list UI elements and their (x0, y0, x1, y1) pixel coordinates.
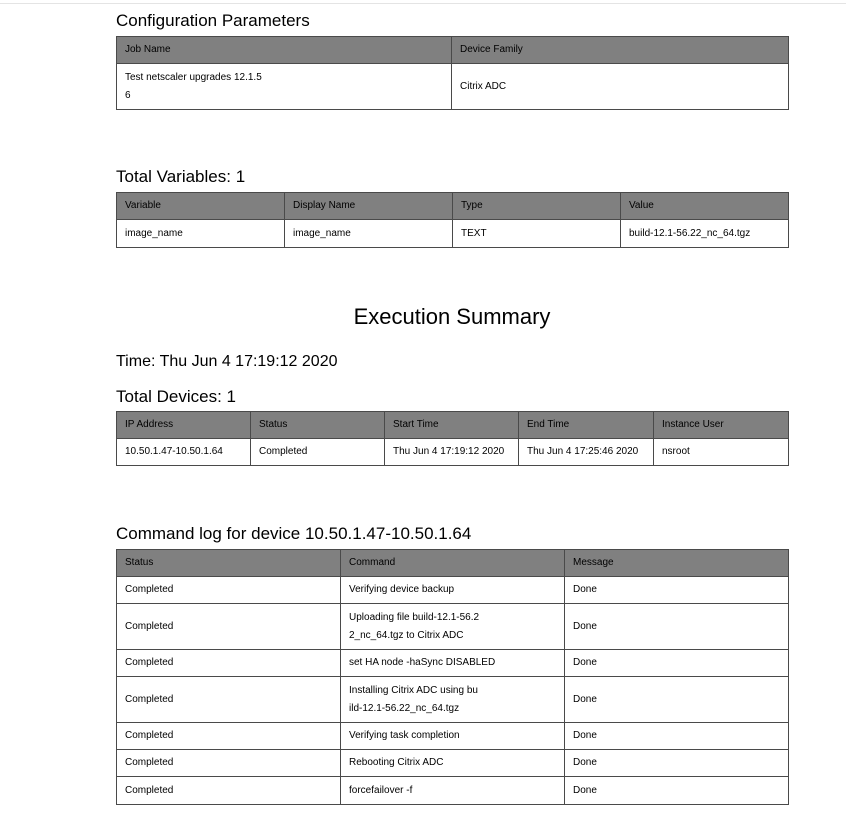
config-header-row (117, 37, 789, 64)
command-cell (341, 650, 565, 677)
variables-heading: Total Variables: 1 (116, 167, 246, 186)
command-line1: Rebooting Citrix ADC (349, 757, 444, 768)
command-log-heading: Command log for device 10.50.1.47-10.50.1.64 (116, 524, 472, 543)
table-row (117, 677, 789, 723)
col-header-status: Status (117, 550, 341, 577)
command-line1: Verifying device backup (349, 584, 455, 595)
start-time-cell: Thu Jun 4 17:19:12 2020 (385, 439, 519, 466)
status-cell: Completed (117, 604, 341, 650)
status-cell: Completed (117, 577, 341, 604)
table-row (117, 723, 789, 750)
devices-header-row (117, 412, 789, 439)
command-cell (341, 723, 565, 750)
col-header-command: Command (341, 550, 565, 577)
col-header-job-name: Job Name (117, 37, 452, 64)
col-header-status: Status (251, 412, 385, 439)
table-row (117, 577, 789, 604)
top-divider (0, 3, 846, 4)
status-cell: Completed (117, 723, 341, 750)
status-cell: Completed (117, 677, 341, 723)
command-line1: Verifying task completion (349, 730, 460, 741)
variable-cell: image_name (117, 220, 285, 248)
command-cell (341, 577, 565, 604)
job-name-line2: 6 (125, 89, 131, 101)
display-name-cell: image_name (285, 220, 453, 248)
devices-table (116, 411, 789, 466)
end-time-cell: Thu Jun 4 17:25:46 2020 (519, 439, 654, 466)
col-header-ip-address: IP Address (117, 412, 251, 439)
device-family-cell: Citrix ADC (452, 64, 789, 110)
job-name-cell (117, 64, 452, 110)
table-row (117, 220, 789, 248)
status-cell: Completed (251, 439, 385, 466)
config-table (116, 36, 789, 110)
command-log-header-row (117, 550, 789, 577)
job-name-line1: Test netscaler upgrades 12.1.5 (125, 71, 262, 83)
execution-summary-title: Execution Summary (353, 304, 551, 329)
message-cell: Done (565, 750, 789, 777)
message-cell: Done (565, 604, 789, 650)
config-row (117, 64, 789, 110)
table-row (117, 777, 789, 805)
message-cell: Done (565, 677, 789, 723)
command-line2: ild-12.1-56.22_nc_64.tgz (349, 702, 460, 714)
status-cell: Completed (117, 650, 341, 677)
table-row (117, 650, 789, 677)
col-header-end-time: End Time (519, 412, 654, 439)
col-header-type: Type (453, 193, 621, 220)
value-cell: build-12.1-56.22_nc_64.tgz (621, 220, 789, 248)
message-cell: Done (565, 777, 789, 805)
status-cell: Completed (117, 777, 341, 805)
command-cell (341, 777, 565, 805)
execution-time: Time: Thu Jun 4 17:19:12 2020 (116, 353, 338, 370)
command-line1: set HA node -haSync DISABLED (349, 657, 496, 668)
command-log-table (116, 549, 789, 805)
table-row (117, 750, 789, 777)
command-line1: forcefailover -f (349, 784, 413, 796)
table-row (117, 439, 789, 466)
variables-header-row (117, 193, 789, 220)
message-cell: Done (565, 650, 789, 677)
col-header-value: Value (621, 193, 789, 220)
command-cell (341, 750, 565, 777)
message-cell: Done (565, 577, 789, 604)
type-cell: TEXT (453, 220, 621, 248)
variables-table (116, 192, 789, 248)
command-cell (341, 604, 565, 650)
col-header-device-family: Device Family (452, 37, 789, 64)
col-header-instance-user: Instance User (654, 412, 789, 439)
devices-heading: Total Devices: 1 (116, 387, 236, 406)
status-cell: Completed (117, 750, 341, 777)
col-header-variable: Variable (117, 193, 285, 220)
config-heading: Configuration Parameters (116, 11, 310, 30)
col-header-message: Message (565, 550, 789, 577)
table-row (117, 604, 789, 650)
ip-address-cell: 10.50.1.47-10.50.1.64 (117, 439, 251, 466)
message-cell: Done (565, 723, 789, 750)
command-line2: 2_nc_64.tgz to Citrix ADC (349, 629, 464, 641)
col-header-display-name: Display Name (285, 193, 453, 220)
command-cell (341, 677, 565, 723)
col-header-start-time: Start Time (385, 412, 519, 439)
instance-user-cell: nsroot (654, 439, 789, 466)
command-line1: Installing Citrix ADC using bu (349, 684, 478, 696)
command-line1: Uploading file build-12.1-56.2 (349, 611, 480, 623)
